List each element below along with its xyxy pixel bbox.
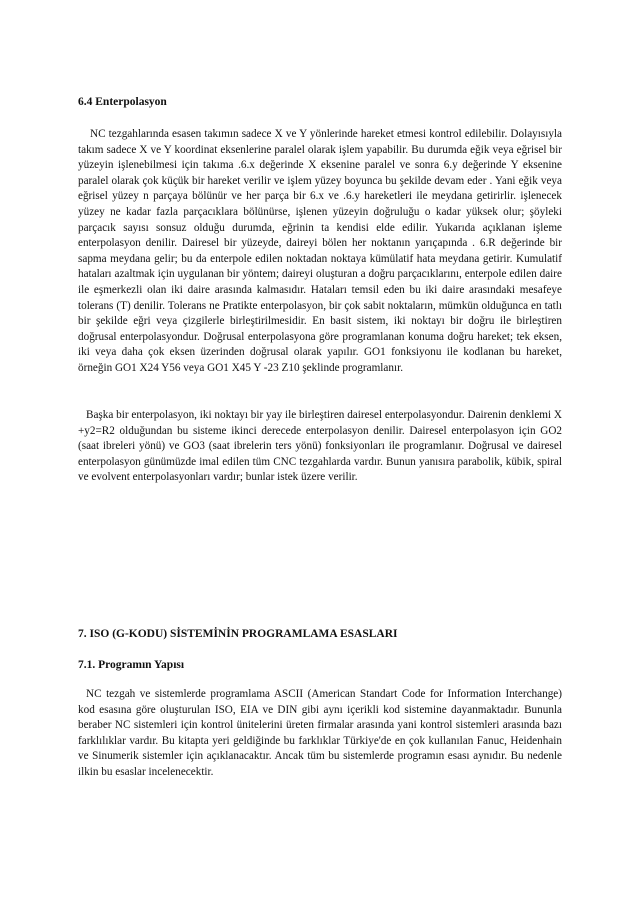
paragraph-enterpolasyon-intro: NC tezgahlarında esasen takımın sadece X ve Y yönlerinde hareket etmesi kontrol edilebilir. Dolayısıyla takım sadece X ve Y koordinat eksenlerine paralel olarak işlem yapabilir. Bu durumda eğik veya eğrisel bir yüzeyin işlenebilmesi için takıma .6.x değerinde X eksenine paralel ve sonra 6.y değerinde Y eksenine paralel olarak çok küçük bir hareket verilir ve işlem yüzey boyunca bu şekilde devam eder . Yani eğik veya eğrisel yüzey n parçaya bölünür ve her parça bir 6.x ve .6.y hareketleri ile meydana getirirlir. işlenecek yüzey ne kadar fazla parçacıklara bölünürse, işlenen yüzeyin doğruluğu o kadar yüksek olur; şöyleki parçacık sayısı sonsuz olduğu durumda, eğrinin ta kendisi elde edilir. Yukarıda açıklanan işleme enterpolasyon denilir. Dairesel bir yüzeyde, daireyi bölen her noktanın yarıçapında . 6.R değerinde bir sapma meydana gelir; bu da enterpole edilen noktadan noktaya kümülatif hata meydana getirir. Kumulatif hataları azaltmak için uygulanan bir yöntem; daireyi oluşturan a doğru parçacıklarını, enterpole edilen daire ile eşmerkezli olan iki daire arasında kalmasıdır. Hataları temsil eden bu iki daire arasındaki mesafeye tolerans (T) denilir. Tolerans ne Pratikte enterpolasyon, bir çok sabit noktaların, mümkün olduğunca en tatlı bir şekilde eğri veya çizgilerle birleştirilmesidir. En basit sistem, iki noktayı bir doğru ile birleştiren doğrusal enterpolasyondur. Doğrusal enterpolasyona göre programlanan konuma doğru hareket; tek eksen, iki veya daha çok eksen üzerinden doğrusal olarak yapılır. GO1 fonksiyonu ile kodlanan bu hareket, örneğin GO1 X24 Y56 veya GO1 X45 Y -23 Z10 şeklinde programlanır. bbox=[78, 128, 562, 374]
document-page bbox=[78, 0, 562, 903]
subsection-heading-program-yapisi: 7.1. Programın Yapısı bbox=[78, 659, 185, 671]
paragraph-dairesel-enterpolasyon: Başka bir enterpolasyon, iki noktayı bir yay ile birleştiren dairesel enterpolasyondur. Dairenin denklemi X +y2=R2 olduğundan bu sisteme ikinci derecede enterpolasyon denilir. Dairesel enterpolasyon için GO2 (saat ibreleri yönü) ve GO3 (saat ibrelerin ters yönü) fonksiyonları ile programlanır. Doğrusal ve dairesel enterpolasyon günümüzde imal edilen tüm CNC tezgahlarda vardır. Bunun yanısıra parabolik, kübik, spiral ve evolvent enterpolasyonları vardır; bunlar istek üzere verilir. bbox=[78, 409, 562, 484]
paragraph-program-yapisi: NC tezgah ve sistemlerde programlama ASCII (American Standart Code for Information Interchange) kod esasına göre oluşturulan ISO, EIA ve DIN gibi aynı içerikli kod sistemine dayanmaktadır. Bununla beraber NC sistemleri için kontrol ünitelerini üreten firmalar arasında yani kontrol sistemleri arasında bazı farklılıklar vardır. Bu kitapta yeri geldiğinde bu farklıklar Türkiye'de en çok kullanılan Fanuc, Heidenhain ve Sinumerik sistemler için açıklanacaktır. Ancak tüm bu sistemlerde programın esası aynıdır. Bu nedenle ilkin bu esaslar incelenecektir. bbox=[78, 688, 562, 778]
section-heading-iso-g-kodu: 7. ISO (G-KODU) SİSTEMİNİN PROGRAMLAMA ESASLARI bbox=[78, 628, 398, 640]
section-heading-enterpolasyon: 6.4 Enterpolasyon bbox=[78, 96, 167, 108]
